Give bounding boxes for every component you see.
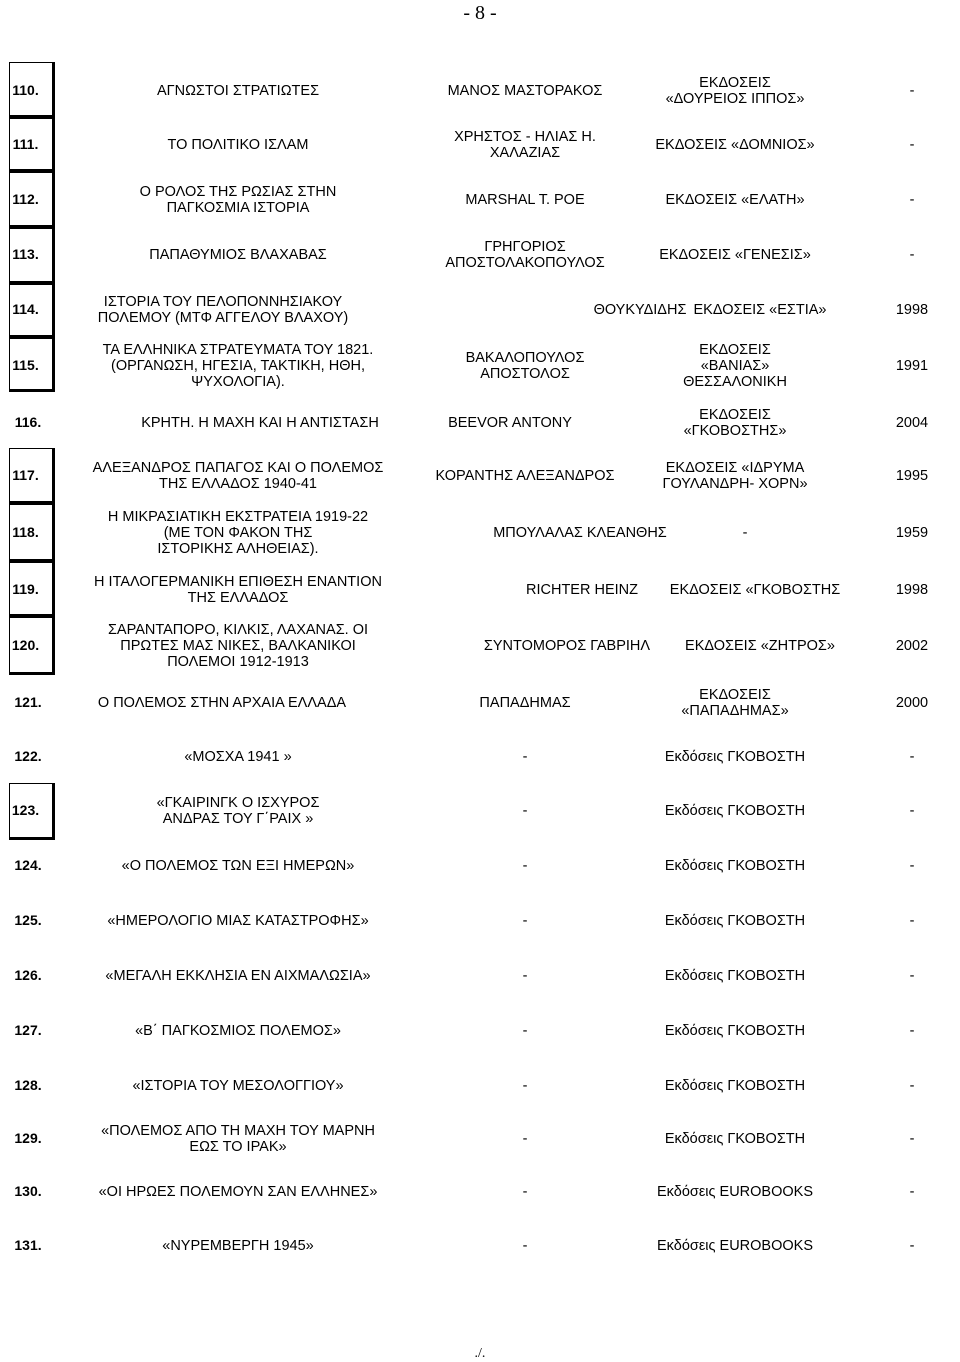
row-number: 127. — [14, 1022, 42, 1038]
book-title: «ΙΣΤΟΡΙΑ ΤΟΥ ΜΕΣΟΛΟΓΓΙΟΥ» — [132, 1078, 344, 1094]
book-publisher: Εκδόσεις EUROBOOKS — [657, 1238, 813, 1254]
book-publisher: - — [742, 525, 748, 541]
book-publisher: Εκδόσεις ΓΚΟΒΟΣΤΗ — [664, 913, 806, 929]
book-title: ΤΟ ΠΟΛΙΤΙΚΟ ΙΣΛΑΜ — [167, 137, 309, 153]
book-publisher: ΕΚΔΟΣΕΙΣ «ΖΗΤΡΟΣ» — [685, 638, 835, 654]
book-title: ΙΣΤΟΡΙΑ ΤΟΥ ΠΕΛΟΠΟΝΝΗΣΙΑΚΟΥ ΠΟΛΕΜΟΥ (ΜΤΦ ΑΓΓΕΛΟΥ ΒΛΑΧΟΥ) — [97, 294, 349, 326]
book-author: ΒΑΚΑΛΟΠΟΥΛΟΣ ΑΠΟΣΤΟΛΟΣ — [465, 350, 585, 382]
book-year: - — [909, 968, 915, 984]
book-year: 1998 — [895, 302, 929, 318]
book-year: 1998 — [895, 582, 929, 598]
book-author: ΜΠΟΥΛΑΛΑΣ ΚΛΕΑΝΘΗΣ — [493, 525, 667, 541]
book-publisher: Εκδόσεις ΓΚΟΒΟΣΤΗ — [664, 968, 806, 984]
row-number: 115. — [12, 357, 39, 373]
book-publisher: ΕΚΔΟΣΕΙΣ «ΙΔΡΥΜΑ ΓΟΥΛΑΝΔΡΗ- ΧΟΡΝ» — [662, 460, 808, 492]
row-number: 131. — [14, 1237, 42, 1253]
book-author: - — [522, 913, 528, 929]
book-title: «ΟΙ ΗΡΩΕΣ ΠΟΛΕΜΟΥΝ ΣΑΝ ΕΛΛΗΝΕΣ» — [98, 1184, 378, 1200]
book-publisher: ΕΚΔΟΣΕΙΣ «ΕΛΑΤΗ» — [665, 192, 805, 208]
book-publisher: Εκδόσεις ΓΚΟΒΟΣΤΗ — [664, 858, 806, 874]
row-number: 114. — [12, 301, 39, 317]
book-publisher: ΕΚΔΟΣΕΙΣ «ΒΑΝΙΑΣ» ΘΕΣΣΑΛΟΝΙΚΗ — [683, 342, 787, 390]
row-number: 120. — [11, 637, 40, 653]
book-year: - — [909, 83, 915, 99]
book-year: 1959 — [895, 525, 929, 541]
row-number: 117. — [12, 467, 39, 483]
book-year: - — [909, 1184, 915, 1200]
book-publisher: Εκδόσεις ΓΚΟΒΟΣΤΗ — [664, 1078, 806, 1094]
book-title: «ΝΥΡΕΜΒΕΡΓΗ 1945» — [162, 1238, 314, 1254]
row-number: 125. — [14, 912, 42, 928]
book-year: - — [909, 192, 915, 208]
book-author: ΧΡΗΣΤΟΣ - ΗΛΙΑΣ Η. ΧΑΛΑΖΙΑΣ — [454, 129, 596, 161]
book-author: - — [522, 1238, 528, 1254]
book-year: 1995 — [895, 468, 929, 484]
book-author: ΓΡΗΓΟΡΙΟΣ ΑΠΟΣΤΟΛΑΚΟΠΟΥΛΟΣ — [445, 239, 605, 271]
book-author: - — [522, 1184, 528, 1200]
page-number: - 8 - — [463, 2, 497, 24]
book-publisher: ΕΚΔΟΣΕΙΣ «ΕΣΤΙΑ» — [693, 302, 827, 318]
row-number: 121. — [14, 694, 42, 710]
book-year: - — [909, 247, 915, 263]
book-year: 1991 — [895, 358, 929, 374]
book-year: 2002 — [895, 638, 929, 654]
book-year: - — [909, 1023, 915, 1039]
book-year: - — [909, 803, 915, 819]
row-number: 129. — [14, 1130, 42, 1146]
book-year: - — [909, 1078, 915, 1094]
book-publisher: Εκδόσεις EUROBOOKS — [657, 1184, 813, 1200]
book-title: Η ΜΙΚΡΑΣΙΑΤΙΚΗ ΕΚΣΤΡΑΤΕΙΑ 1919-22 (ΜΕ ΤΟΝ ΦΑΚΟΝ ΤΗΣ ΙΣΤΟΡΙΚΗΣ ΑΛΗΘΕΙΑΣ). — [107, 509, 369, 557]
row-number: 123. — [11, 802, 40, 818]
book-author: ΘΟΥΚΥΔΙΔΗΣ — [593, 302, 687, 318]
book-title: «Β΄ ΠΑΓΚΟΣΜΙΟΣ ΠΟΛΕΜΟΣ» — [135, 1023, 341, 1039]
book-publisher: Εκδόσεις ΓΚΟΒΟΣΤΗ — [664, 1023, 806, 1039]
book-title: ΑΛΕΞΑΝΔΡΟΣ ΠΑΠΑΓΟΣ ΚΑΙ Ο ΠΟΛΕΜΟΣ ΤΗΣ ΕΛΛΑΔΟΣ 1940-41 — [92, 460, 384, 492]
book-author: - — [522, 1023, 528, 1039]
row-number: 118. — [12, 524, 39, 540]
book-author: ΠΑΠΑΔΗΜΑΣ — [479, 695, 571, 711]
book-publisher: ΕΚΔΟΣΕΙΣ «ΓΚΟΒΟΣΤΗΣ — [669, 582, 841, 598]
book-year: - — [909, 137, 915, 153]
book-author: - — [522, 968, 528, 984]
book-author: ΣΥΝΤΟΜΟΡΟΣ ΓΑΒΡΙΗΛ — [483, 638, 651, 654]
continuation-mark: ./. — [474, 1346, 486, 1361]
book-year: - — [909, 913, 915, 929]
row-number: 119. — [12, 581, 39, 597]
book-publisher: Εκδόσεις ΓΚΟΒΟΣΤΗ — [664, 803, 806, 819]
book-year: - — [909, 1131, 915, 1147]
row-number: 122. — [14, 748, 42, 764]
row-number: 126. — [14, 967, 42, 983]
book-author: ΚΟΡΑΝΤΗΣ ΑΛΕΞΑΝΔΡΟΣ — [435, 468, 615, 484]
book-title: ΑΓΝΩΣΤΟΙ ΣΤΡΑΤΙΩΤΕΣ — [156, 83, 320, 99]
book-author: - — [522, 749, 528, 765]
book-author: - — [522, 803, 528, 819]
book-author: - — [522, 858, 528, 874]
row-number: 124. — [14, 857, 42, 873]
book-title: Ο ΠΟΛΕΜΟΣ ΣΤΗΝ ΑΡΧΑΙΑ ΕΛΛΑΔΑ — [97, 695, 347, 711]
book-author: BEEVOR ANTONY — [448, 415, 572, 431]
book-year: 2004 — [895, 415, 929, 431]
row-number: 128. — [14, 1077, 42, 1093]
book-year: - — [909, 749, 915, 765]
row-number: 116. — [14, 414, 42, 430]
book-year: - — [909, 1238, 915, 1254]
book-publisher: ΕΚΔΟΣΕΙΣ «ΓΕΝΕΣΙΣ» — [659, 247, 811, 263]
row-number: 110. — [12, 82, 39, 98]
book-author: MARSHAL T. POE — [465, 192, 585, 208]
book-publisher: Εκδόσεις ΓΚΟΒΟΣΤΗ — [664, 1131, 806, 1147]
book-publisher: ΕΚΔΟΣΕΙΣ «ΔΟΥΡΕΙΟΣ ΙΠΠΟΣ» — [665, 75, 805, 107]
book-title: «ΜΕΓΑΛΗ ΕΚΚΛΗΣΙΑ ΕΝ ΑΙΧΜΑΛΩΣΙΑ» — [105, 968, 371, 984]
book-author: - — [522, 1078, 528, 1094]
book-title: Ο ΡΟΛΟΣ ΤΗΣ ΡΩΣΙΑΣ ΣΤΗΝ ΠΑΓΚΟΣΜΙΑ ΙΣΤΟΡΙΑ — [139, 184, 337, 216]
row-number: 111. — [12, 136, 39, 152]
book-title: ΚΡΗΤΗ. Η ΜΑΧΗ ΚΑΙ Η ΑΝΤΙΣΤΑΣΗ — [141, 415, 379, 431]
row-number: 113. — [12, 246, 39, 262]
book-publisher: ΕΚΔΟΣΕΙΣ «ΔΟΜΝΙΟΣ» — [655, 137, 815, 153]
book-year: - — [909, 858, 915, 874]
row-number: 112. — [12, 191, 39, 207]
book-publisher: ΕΚΔΟΣΕΙΣ «ΓΚΟΒΟΣΤΗΣ» — [683, 407, 787, 439]
book-year: 2000 — [895, 695, 929, 711]
book-author: ΜΑΝΟΣ ΜΑΣΤΟΡΑΚΟΣ — [447, 83, 603, 99]
book-publisher: Εκδόσεις ΓΚΟΒΟΣΤΗ — [664, 749, 806, 765]
book-title: «ΜΟΣΧΑ 1941 » — [184, 749, 292, 765]
book-title: ΤΑ ΕΛΛΗΝΙΚΑ ΣΤΡΑΤΕΥΜΑΤΑ ΤΟΥ 1821. (ΟΡΓΑΝΩΣΗ, ΗΓΕΣΙΑ, ΤΑΚΤΙΚΗ, ΗΘΗ, ΨΥΧΟΛΟΓΙΑ). — [102, 342, 374, 390]
book-title: «ΓΚΑΙΡΙΝΓΚ Ο ΙΣΧΥΡΟΣ ΑΝΔΡΑΣ ΤΟΥ Γ΄ΡΑΙΧ » — [156, 795, 320, 827]
book-title: ΣΑΡΑΝΤΑΠΟΡΟ, ΚΙΛΚΙΣ, ΛΑΧΑΝΑΣ. ΟΙ ΠΡΩΤΕΣ ΜΑΣ ΝΙΚΕΣ, ΒΑΛΚΑΝΙΚΟΙ ΠΟΛΕΜΟΙ 1912-1913 — [107, 622, 369, 670]
book-publisher: ΕΚΔΟΣΕΙΣ «ΠΑΠΑΔΗΜΑΣ» — [681, 687, 789, 719]
book-title: ΠΑΠΑΘΥΜΙΟΣ ΒΛΑΧΑΒΑΣ — [149, 247, 327, 263]
book-title: «ΠΟΛΕΜΟΣ ΑΠΟ ΤΗ ΜΑΧΗ ΤΟΥ ΜΑΡΝΗ ΕΩΣ ΤΟ ΙΡΑΚ» — [101, 1123, 375, 1155]
book-author: RICHTER HEINZ — [526, 582, 638, 598]
book-title: «Ο ΠΟΛΕΜΟΣ ΤΩΝ ΕΞΙ ΗΜΕΡΩΝ» — [121, 858, 355, 874]
book-title: «ΗΜΕΡΟΛΟΓΙΟ ΜΙΑΣ ΚΑΤΑΣΤΡΟΦΗΣ» — [107, 913, 369, 929]
book-author: - — [522, 1131, 528, 1147]
book-title: Η ΙΤΑΛΟΓΕΡΜΑΝΙΚΗ ΕΠΙΘΕΣΗ ΕΝΑΝΤΙΟΝ ΤΗΣ ΕΛΛΑΔΟΣ — [94, 574, 382, 606]
row-number: 130. — [14, 1183, 42, 1199]
